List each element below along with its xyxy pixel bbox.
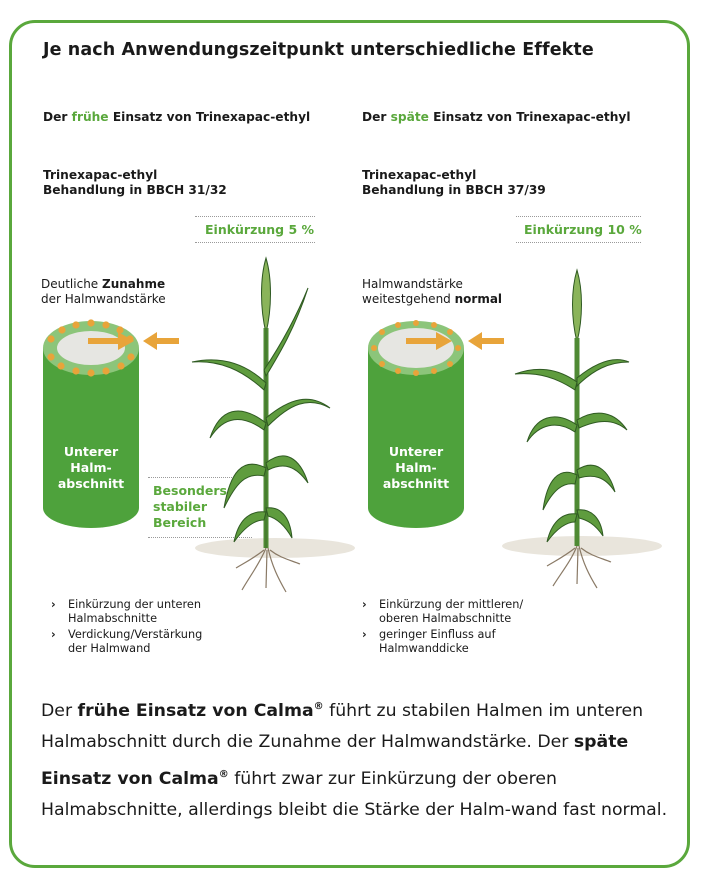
summary-s1-post: führt zu stabilen Halmen im unteren Halmabschnitt durch die Zunahme der Halmwandstärke.: [41, 700, 644, 753]
right-treatment-line1: Trinexapac-ethyl: [362, 168, 477, 182]
right-heading-post: Einsatz von Trinexapac-ethyl: [428, 110, 631, 124]
left-bullet2-line1: Verdickung/Verstärkung: [68, 628, 203, 641]
left-treatment: [43, 168, 227, 198]
chevron-right-icon: ›: [51, 598, 56, 611]
right-heading-pre: Der: [362, 110, 391, 124]
list-item: [51, 598, 271, 626]
summary-s2-bold: späte Einsatz von Calma: [41, 732, 629, 789]
summary-s1-pre: Der: [41, 700, 78, 721]
right-bullet2-line2: Halmwanddicke: [379, 642, 469, 655]
left-heading-pre: Der: [43, 110, 72, 124]
left-cylinder-label-line3: abschnitt: [57, 476, 125, 491]
arrow-left-icon: [143, 331, 179, 351]
wheat-plant-illustration: [180, 258, 350, 598]
arrow-right-icon: [88, 331, 134, 351]
right-bullet1-line1: Einkürzung der mittleren/: [379, 598, 524, 611]
left-heading-accent: frühe: [71, 110, 109, 124]
right-cylinder-label-line2: Halm-: [395, 460, 437, 475]
registered-mark: ®: [218, 768, 229, 780]
list-item: [362, 598, 602, 626]
left-bullet-list: [51, 598, 271, 658]
left-bullet1-line1: Einkürzung der unteren: [68, 598, 202, 611]
right-heading-accent: späte: [390, 110, 429, 124]
right-cylinder-label-line1: Unterer: [388, 444, 444, 459]
stable-label-line2: stabiler: [153, 499, 208, 514]
left-divider-top: [195, 216, 315, 217]
arrow-right-icon: [406, 331, 452, 351]
right-wall-pre: weitestgehend: [362, 292, 455, 306]
right-wall-note: [362, 277, 502, 307]
right-wall-line1: Halmwandstärke: [362, 277, 463, 291]
right-shortening: Einkürzung 10 %: [524, 222, 642, 237]
list-item: [51, 628, 271, 656]
left-wall-line2: der Halmwandstärke: [41, 292, 166, 306]
chevron-right-icon: ›: [362, 628, 367, 641]
chevron-right-icon: ›: [362, 598, 367, 611]
right-treatment-line2: Behandlung in BBCH 37/39: [362, 183, 546, 197]
right-wall-bold: normal: [454, 292, 503, 306]
left-wall-bold: Zunahme: [102, 277, 166, 291]
left-bullet1-line2: Halmabschnitte: [68, 612, 158, 625]
left-bullet2-line2: der Halmwand: [68, 642, 151, 655]
stable-label-line3: Bereich: [153, 515, 207, 530]
summary-s2-pre: Der: [537, 732, 574, 753]
right-treatment: [362, 168, 546, 198]
chevron-right-icon: ›: [51, 628, 56, 641]
page-title: Je nach Anwendungszeitpunkt unterschiedliche Effekte: [43, 40, 594, 60]
left-heading-post: Einsatz von Trinexapac-ethyl: [108, 110, 311, 124]
summary-s1-bold: frühe Einsatz von Calma: [77, 700, 314, 721]
summary-s2-post: führt zwar zur Einkürzung der oberen Halmabschnitte, allerdings bleibt die Stärke der Halm-wand fast normal.: [41, 768, 668, 821]
right-divider-top: [516, 216, 641, 217]
right-column-heading: [362, 110, 631, 124]
left-column-heading: [43, 110, 310, 124]
left-cylinder-label: [43, 444, 139, 492]
left-treatment-line1: Trinexapac-ethyl: [43, 168, 158, 182]
registered-mark: ®: [313, 701, 324, 712]
left-divider-bottom: [195, 242, 315, 243]
left-treatment-line2: Behandlung in BBCH 31/32: [43, 183, 227, 197]
right-divider-bottom: [516, 242, 641, 243]
left-cylinder-label-line1: Unterer: [63, 444, 119, 459]
left-wall-pre: Deutliche: [41, 277, 103, 291]
list-item: [362, 628, 602, 656]
right-bullet-list: [362, 598, 602, 658]
wheat-plant-illustration: [497, 270, 667, 610]
right-bullet1-line2: oberen Halmabschnitte: [379, 612, 512, 625]
stable-label-line1: Besonders: [153, 483, 227, 498]
left-wall-note: [41, 277, 166, 307]
left-shortening: Einkürzung 5 %: [205, 222, 315, 237]
right-bullet2-line1: geringer Einfluss auf: [379, 628, 496, 641]
right-cylinder-label: [368, 444, 464, 492]
left-cylinder-label-line2: Halm-: [70, 460, 112, 475]
right-cylinder-label-line3: abschnitt: [382, 476, 450, 491]
summary-paragraph: [41, 691, 681, 827]
